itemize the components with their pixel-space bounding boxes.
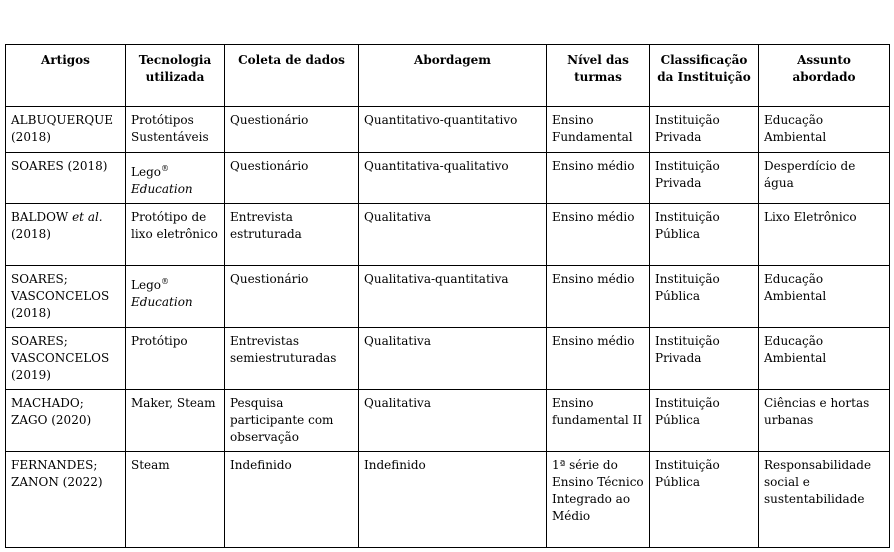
cell-abordagem: Qualitativa [359,328,547,390]
articles-table [5,44,890,548]
header-tecnologia: Tecnologia utilizada [126,45,225,107]
header-artigos: Artigos [6,45,126,107]
cell-assunto: Responsabilidade social e sustentabilidade [759,452,890,548]
text: Lego [131,278,161,292]
cell-artigo [6,204,126,266]
cell-nivel: Ensino médio [547,266,650,328]
cell-abordagem: Qualitativa [359,390,547,452]
cell-coleta: Questionário [225,107,359,153]
registered-mark: ® [160,164,169,173]
cell-coleta: Questionário [225,266,359,328]
text: Lego [131,165,161,179]
cell-coleta: Pesquisa participante com observação [225,390,359,452]
cell-coleta: Indefinido [225,452,359,548]
cell-tecnologia: Maker, Steam [126,390,225,452]
header-abordagem: Abordagem [359,45,547,107]
cell-artigo: SOARES (2018) [6,153,126,204]
cell-artigo: MACHADO; ZAGO (2020) [6,390,126,452]
header-nivel: Nível das turmas [547,45,650,107]
text-italic: et al. [72,210,103,224]
cell-tecnologia: Steam [126,452,225,548]
cell-tecnologia [126,266,225,328]
table-row [6,452,890,548]
cell-assunto: Educação Ambiental [759,266,890,328]
cell-artigo: ALBUQUERQUE (2018) [6,107,126,153]
text-year: (2018) [11,227,51,241]
cell-tecnologia: Protótipo [126,328,225,390]
text: BALDOW [11,210,69,224]
header-classificacao: Classificação da Instituição [650,45,759,107]
table-row [6,204,890,266]
table-row [6,153,890,204]
cell-abordagem: Quantitativo-quantitativo [359,107,547,153]
cell-artigo: FERNANDES; ZANON (2022) [6,452,126,548]
cell-classificacao: Instituição Pública [650,266,759,328]
cell-tecnologia: Protótipo de lixo eletrônico [126,204,225,266]
text-italic: Education [131,295,193,309]
cell-tecnologia [126,153,225,204]
cell-nivel: Ensino Fundamental [547,107,650,153]
header-row [6,45,890,107]
table-row [6,266,890,328]
cell-abordagem: Qualitativa [359,204,547,266]
header-coleta: Coleta de dados [225,45,359,107]
cell-nivel: 1ª série do Ensino Técnico Integrado ao Médio [547,452,650,548]
cell-artigo: SOARES; VASCONCELOS (2018) [6,266,126,328]
cell-classificacao: Instituição Privada [650,328,759,390]
cell-nivel: Ensino médio [547,328,650,390]
cell-classificacao: Instituição Pública [650,452,759,548]
cell-coleta: Questionário [225,153,359,204]
cell-abordagem: Qualitativa-quantitativa [359,266,547,328]
cell-coleta: Entrevistas semiestruturadas [225,328,359,390]
cell-assunto: Desperdício de água [759,153,890,204]
cell-tecnologia: Protótipos Sustentáveis [126,107,225,153]
cell-coleta: Entrevista estruturada [225,204,359,266]
text-italic: Education [131,182,193,196]
cell-nivel: Ensino médio [547,204,650,266]
cell-classificacao: Instituição Privada [650,153,759,204]
cell-artigo: SOARES; VASCONCELOS (2019) [6,328,126,390]
cell-assunto: Educação Ambiental [759,107,890,153]
cell-classificacao: Instituição Privada [650,107,759,153]
cell-assunto: Educação Ambiental [759,328,890,390]
table-row [6,328,890,390]
cell-classificacao: Instituição Pública [650,204,759,266]
table-row [6,390,890,452]
cell-nivel: Ensino fundamental II [547,390,650,452]
cell-abordagem: Indefinido [359,452,547,548]
registered-mark: ® [160,277,169,286]
cell-nivel: Ensino médio [547,153,650,204]
table-row [6,107,890,153]
header-assunto: Assunto abordado [759,45,890,107]
cell-assunto: Lixo Eletrônico [759,204,890,266]
cell-assunto: Ciências e hortas urbanas [759,390,890,452]
cell-classificacao: Instituição Pública [650,390,759,452]
cell-abordagem: Quantitativa-qualitativo [359,153,547,204]
